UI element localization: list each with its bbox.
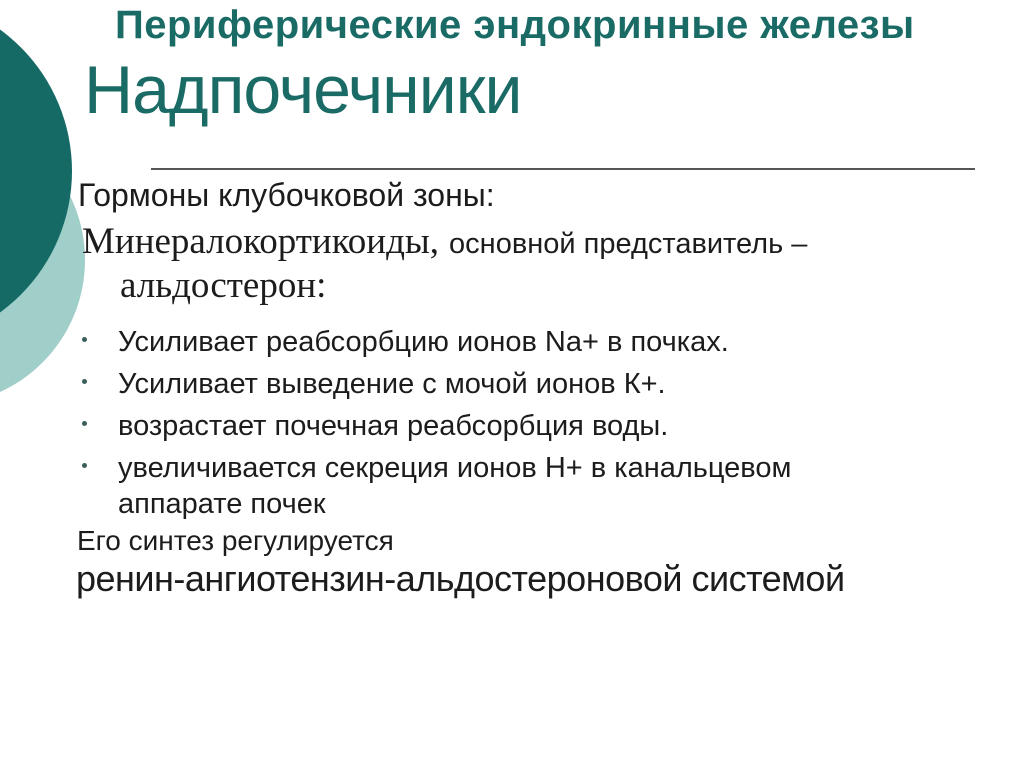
slide-pretitle: Периферические эндокринные железы	[115, 3, 915, 47]
lead-sans-text: основной представитель –	[449, 228, 808, 260]
bullet-dot-icon	[78, 366, 118, 384]
bullet-item	[78, 408, 958, 444]
bullet-text-line: Усиливает выведение с мочой ионов К+.	[118, 368, 666, 400]
lead-serif-text: Минералокортикоиды,	[82, 221, 440, 262]
bullet-text-line: увеличивается секреция ионов Н+ в канальцевом	[118, 452, 792, 484]
bullet-item	[78, 324, 958, 360]
footer-text-line2: ренин-ангиотензин-альдостероновой системой	[76, 558, 845, 599]
bullet-text-line: Усиливает реабсорбцию ионов Na+ в почках.	[118, 326, 729, 358]
lead-paragraph-line2: альдостерон:	[120, 265, 327, 306]
title-divider-line	[151, 168, 975, 170]
bullet-dot-icon	[78, 408, 118, 426]
slide-title: Надпочечники	[84, 52, 522, 128]
bullet-item	[78, 366, 958, 402]
bullet-dot-icon	[78, 450, 118, 468]
bullet-text-line: возрастает почечная реабсорбция воды.	[118, 410, 669, 442]
bullet-item	[78, 450, 958, 522]
bullet-dot-icon	[78, 324, 118, 342]
footer-text-line1: Его синтез регулируется	[77, 525, 394, 556]
section-heading: Гормоны клубочковой зоны:	[78, 177, 495, 213]
bullet-text-line: аппарате почек	[118, 488, 326, 520]
